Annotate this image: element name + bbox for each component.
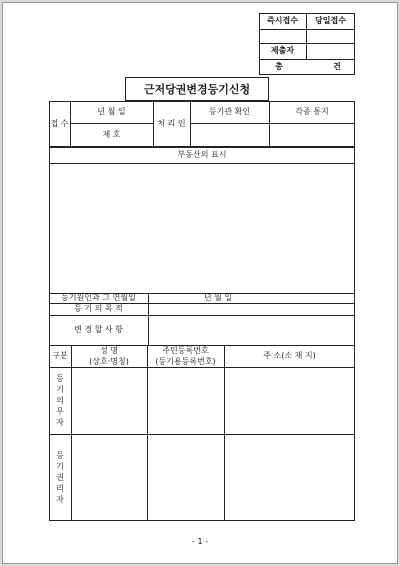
- items-label: 건: [333, 62, 341, 71]
- cause-date-label: 등기원인과 그 연월일: [61, 293, 136, 302]
- processor-label: 처 리 인: [157, 119, 186, 128]
- name-subheader: (상호·명칭): [89, 356, 129, 366]
- registry-check-label: 등기관 확인: [208, 107, 251, 116]
- reception-date: 년 월 일: [97, 107, 126, 116]
- holder-label: 등 기 권 리 자: [56, 451, 64, 504]
- cause-date-value: 년 월 일: [203, 293, 233, 302]
- notices-label: 각종 통지: [295, 107, 329, 116]
- purpose-label: 등 기 의 목 적: [74, 304, 123, 313]
- reception-number: 제 호: [102, 130, 121, 139]
- division-header: 구분: [52, 351, 68, 360]
- holder-label-text: [3, 3, 4, 4]
- page-number: - 1 -: [192, 537, 208, 546]
- changes-label: 변 경 할 사 항: [74, 325, 123, 334]
- address-header: 주 소(소 재 지): [263, 351, 316, 360]
- reg-no-header: 주민등록번호: [162, 345, 209, 355]
- obligor-label: 등 기 의 무 자: [56, 374, 64, 427]
- form-page: [2, 2, 398, 564]
- same-day-receipt-label: 당일접수: [315, 16, 346, 25]
- reg-no-subheader: (등기용등록번호): [155, 356, 216, 366]
- property-display-heading: 부동산의 표시: [177, 150, 227, 159]
- name-header: 성 명: [100, 345, 118, 355]
- submitter-label: 제출자: [270, 46, 295, 55]
- total-label: 총: [275, 62, 283, 71]
- form-title: 근저당권변경등기신청: [125, 77, 269, 101]
- immediate-receipt-label: 즉시접수: [267, 16, 298, 25]
- obligor-label-text: [3, 3, 4, 4]
- reception-label: 접 수: [50, 119, 69, 128]
